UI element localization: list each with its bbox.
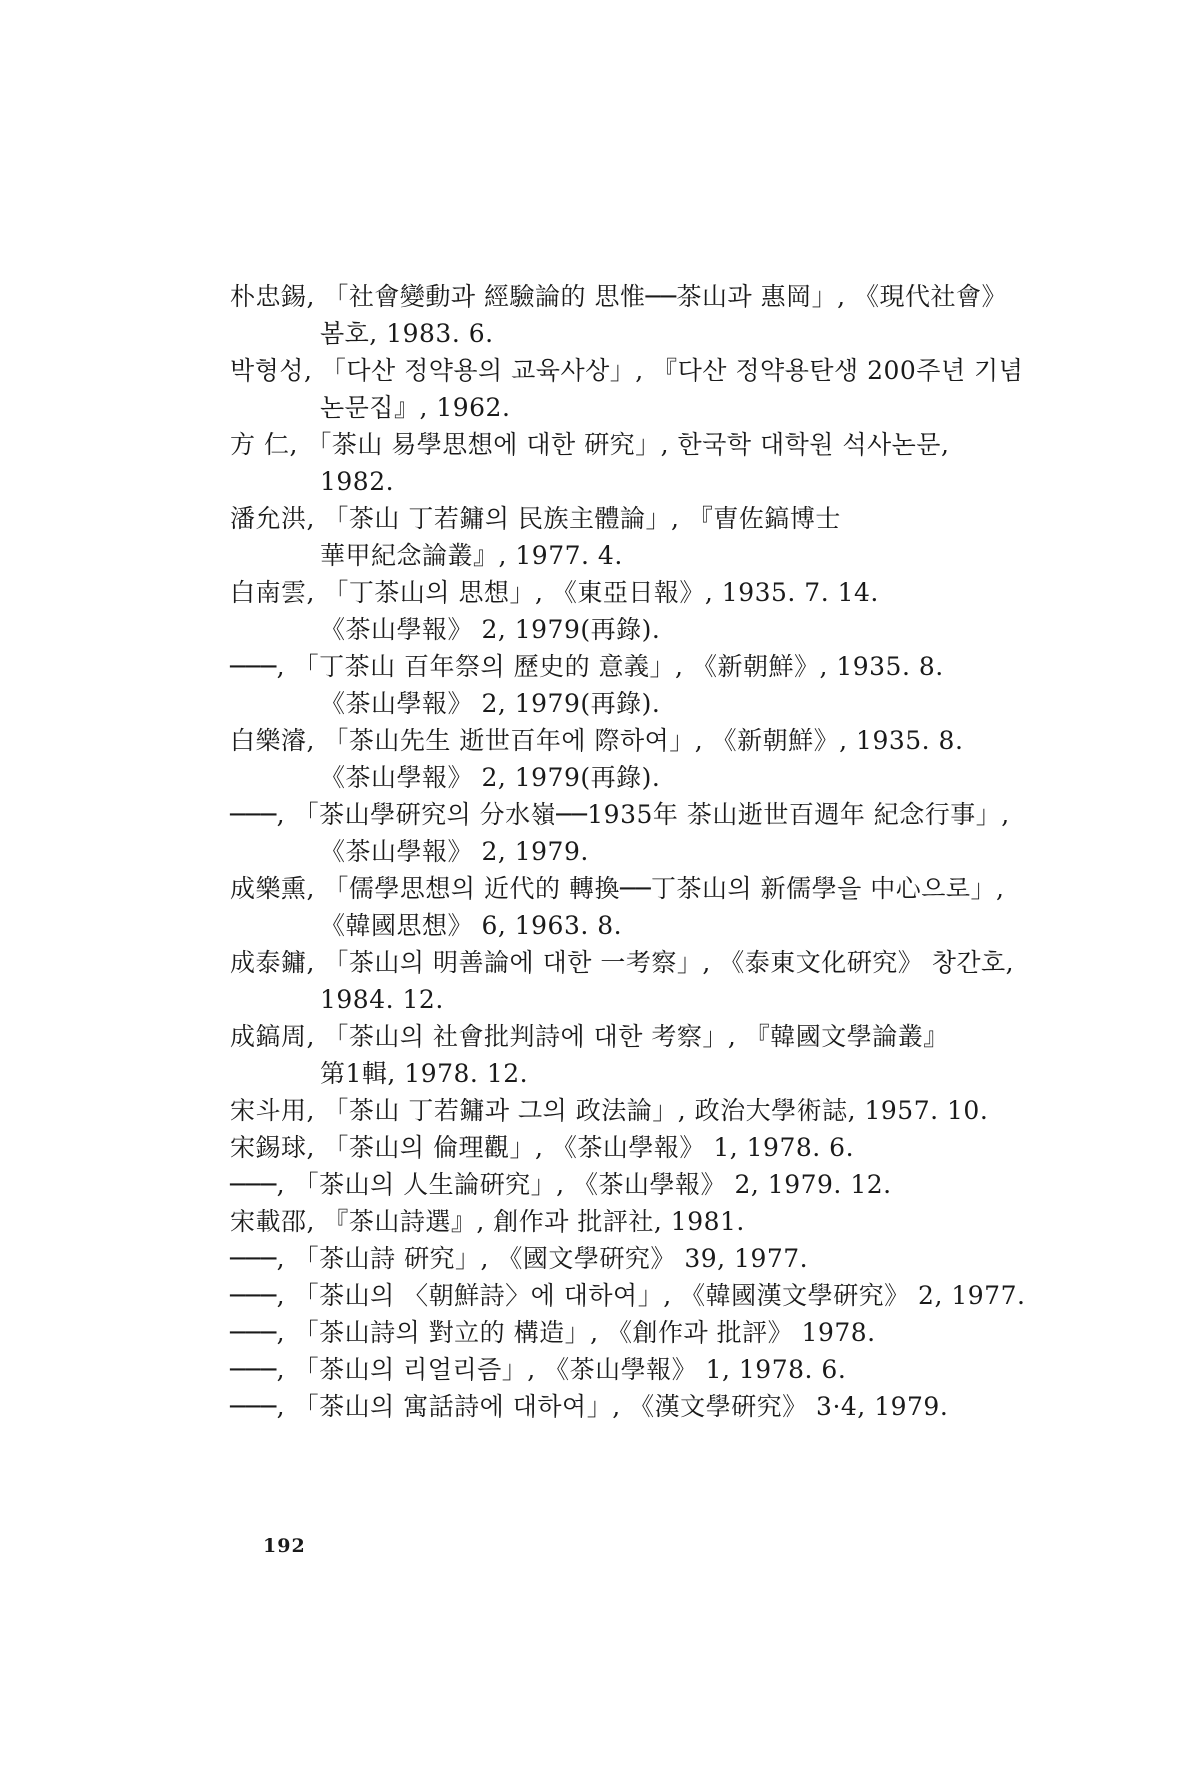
bibliography-entry (230, 1092, 1030, 1129)
entry-text: 「茶山의 明善論에 대한 一考察」, 《泰東文化硏究》 창간호, 1984. 12. (320, 948, 1015, 1014)
bibliography-entry (230, 1351, 1030, 1388)
entry-author: ───, (230, 800, 286, 829)
bibliography-entry (230, 1129, 1030, 1166)
entry-author: ───, (230, 652, 286, 681)
entry-text: 「茶山先生 逝世百年에 際하여」, 《新朝鮮》, 1935. 8. 《茶山學報》 2, 1979(再錄). (320, 726, 964, 792)
entry-author: ───, (230, 1318, 286, 1347)
entry-author: 박형성, (230, 356, 313, 385)
bibliography-entry (230, 352, 1030, 426)
bibliography-entry (230, 1240, 1030, 1277)
entry-text: 「茶山詩 硏究」, 《國文學硏究》 39, 1977. (293, 1244, 809, 1273)
entry-text: 「茶山 丁若鏞의 民族主體論」, 『曺佐鎬博士 華甲紀念論叢』, 1977. 4. (320, 504, 841, 570)
entry-author: 方 仁, (230, 430, 298, 459)
entry-text: 「茶山 易學思想에 대한 硏究」, 한국학 대학원 석사논문, 1982. (306, 430, 950, 496)
bibliography-entry (230, 1388, 1030, 1425)
entry-author: ───, (230, 1244, 286, 1273)
entry-text: 「茶山의 人生論硏究」, 《茶山學報》 2, 1979. 12. (293, 1170, 892, 1199)
entry-author: ───, (230, 1355, 286, 1384)
entry-text: 「茶山 丁若鏞과 그의 政法論」, 政治大學術誌, 1957. 10. (323, 1096, 989, 1125)
bibliography-entry (230, 1314, 1030, 1351)
entry-author: 朴忠錫, (230, 282, 315, 311)
bibliography-entry (230, 1203, 1030, 1240)
entry-text: 「茶山學硏究의 分水嶺──1935年 茶山逝世百週年 紀念行事」, 《茶山學報》 2, 1979. (293, 800, 1010, 866)
entry-text: 「儒學思想의 近代的 轉換──丁茶山의 新儒學을 中心으로」, 《韓國思想》 6, 1963. 8. (320, 874, 1005, 940)
bibliography-entry (230, 1277, 1030, 1314)
entry-author: 白樂濬, (230, 726, 315, 755)
entry-text: 「다산 정약용의 교육사상」, 『다산 정약용탄생 200주년 기념 논문집』, 1962. (320, 356, 1024, 422)
entry-author: 宋載邵, (230, 1207, 315, 1236)
entry-text: 「茶山의 리얼리즘」, 《茶山學報》 1, 1978. 6. (293, 1355, 847, 1384)
entry-text: 「茶山의 社會批判詩에 대한 考察」, 『韓國文學論叢』 第1輯, 1978. 12. (320, 1022, 949, 1088)
entry-text: 「茶山의 倫理觀」, 《茶山學報》 1, 1978. 6. (323, 1133, 855, 1162)
bibliography-entry (230, 278, 1030, 352)
entry-text: 「社會變動과 經驗論的 思惟──茶山과 惠岡」, 《現代社會》 봄호, 1983. 6. (320, 282, 1008, 348)
bibliography-entry (230, 500, 1030, 574)
bibliography-entry (230, 574, 1030, 648)
entry-author: 潘允洪, (230, 504, 315, 533)
entry-author: ───, (230, 1170, 286, 1199)
entry-text: 「茶山의 〈朝鮮詩〉에 대하여」, 《韓國漢文學硏究》 2, 1977. (293, 1281, 1026, 1310)
bibliography-entry (230, 796, 1030, 870)
bibliography-entry (230, 870, 1030, 944)
entry-author: 成樂熏, (230, 874, 315, 903)
entry-text: 『茶山詩選』, 創作과 批評社, 1981. (323, 1207, 745, 1236)
page-number: 192 (263, 1535, 306, 1557)
entry-text: 「茶山의 寓話詩에 대하여」, 《漢文學硏究》 3·4, 1979. (293, 1392, 949, 1421)
bibliography-entry (230, 722, 1030, 796)
entry-author: 宋斗用, (230, 1096, 315, 1125)
entry-author: 成泰鏞, (230, 948, 315, 977)
bibliography-entry (230, 426, 1030, 500)
bibliography-entry (230, 648, 1030, 722)
entry-author: 白南雲, (230, 578, 315, 607)
bibliography-entry (230, 1166, 1030, 1203)
entry-text: 「丁茶山 百年祭의 歷史的 意義」, 《新朝鮮》, 1935. 8. 《茶山學報》 2, 1979(再錄). (293, 652, 944, 718)
bibliography-entry (230, 1018, 1030, 1092)
entry-text: 「丁茶山의 思想」, 《東亞日報》, 1935. 7. 14. 《茶山學報》 2, 1979(再錄). (320, 578, 879, 644)
entry-author: 成鎬周, (230, 1022, 315, 1051)
entry-text: 「茶山詩의 對立的 構造」, 《創作과 批評》 1978. (293, 1318, 876, 1347)
entry-author: ───, (230, 1392, 286, 1421)
entry-author: 宋錫球, (230, 1133, 315, 1162)
bibliography-list (230, 278, 1030, 1425)
entry-author: ───, (230, 1281, 286, 1310)
bibliography-entry (230, 944, 1030, 1018)
